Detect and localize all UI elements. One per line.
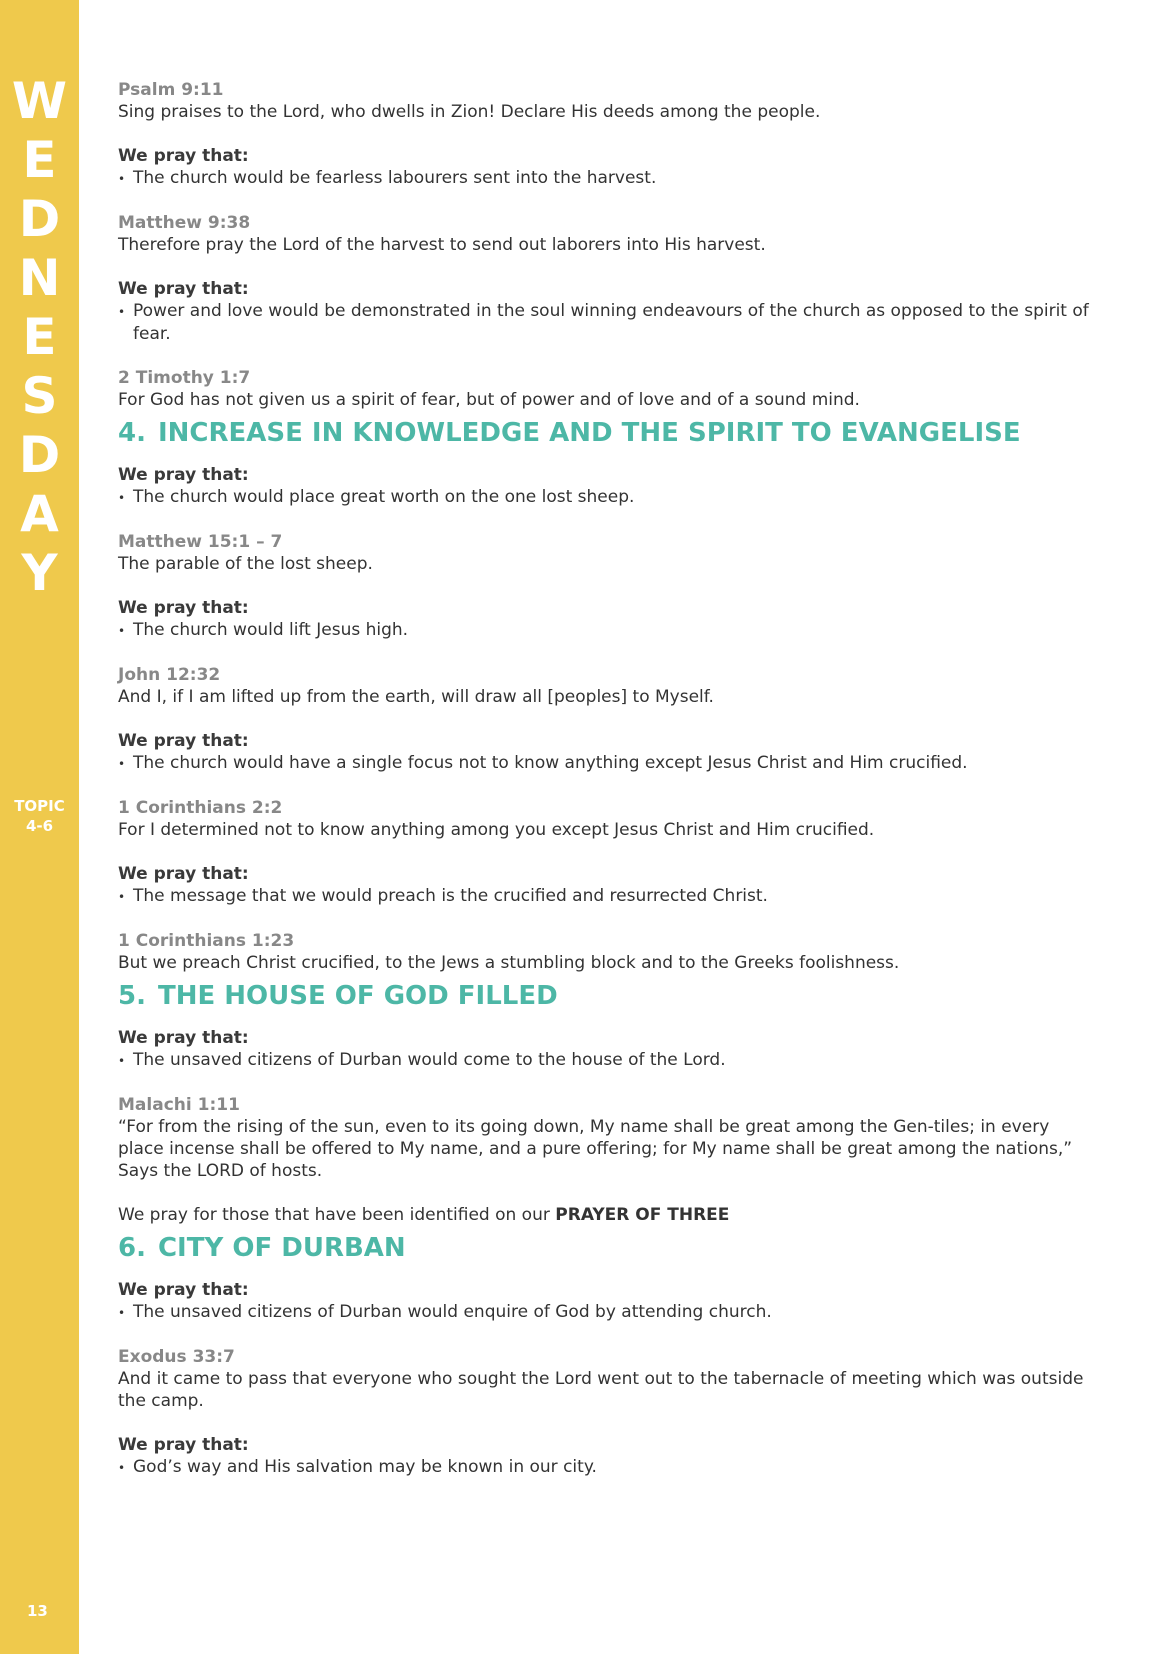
section-number: 4. — [118, 418, 146, 448]
section-number: 6. — [118, 1233, 146, 1263]
scripture-text: But we preach Christ crucified, to the Jews a stumbling block and to the Greeks foolishness. — [118, 953, 900, 973]
day-title — [0, 72, 79, 603]
section-number: 5. — [118, 981, 146, 1011]
scripture-block — [118, 1346, 1098, 1412]
day-letter: E — [22, 131, 57, 189]
scripture-block — [118, 930, 1098, 974]
scripture-reference: Exodus 33:7 — [118, 1347, 235, 1367]
scripture-reference: Malachi 1:11 — [118, 1095, 240, 1115]
prayer-item: • The unsaved citizens of Durban would come to the house of the Lord. — [118, 1049, 1098, 1072]
scripture-text: For God has not given us a spirit of fear, but of power and of love and of a sound mind. — [118, 390, 860, 410]
prayer-block — [118, 464, 1098, 509]
scripture-text: Therefore pray the Lord of the harvest to send out laborers into His harvest. — [118, 235, 766, 255]
scripture-block — [118, 797, 1098, 841]
scripture-reference: Matthew 9:38 — [118, 213, 251, 233]
scripture-text: Sing praises to the Lord, who dwells in Zion! Declare His deeds among the people. — [118, 102, 821, 122]
prayer-item: • God’s way and His salvation may be known in our city. — [118, 1456, 1098, 1479]
prayer-item: • The church would lift Jesus high. — [118, 619, 1098, 642]
section-title: THE HOUSE OF GOD FILLED — [157, 981, 558, 1011]
scripture-reference: Psalm 9:11 — [118, 80, 224, 100]
prayer-label: We pray that: — [118, 146, 249, 166]
scripture-text: And I, if I am lifted up from the earth, will draw all [peoples] to Myself. — [118, 687, 714, 707]
scripture-text: The parable of the lost sheep. — [118, 554, 373, 574]
prayer-label: We pray that: — [118, 465, 249, 485]
prayer-label: We pray that: — [118, 864, 249, 884]
prayer-block — [118, 1279, 1098, 1324]
scripture-block — [118, 664, 1098, 708]
prayer-item: • Power and love would be demonstrated in the soul winning endeavours of the church as opposed to the spirit of fear. — [118, 300, 1098, 345]
day-letter: N — [18, 249, 61, 307]
topic-range: 4-6 — [25, 817, 54, 835]
prayer-of-three-name: PRAYER OF THREE — [555, 1205, 730, 1225]
prayer-item: • The message that we would preach is the crucified and resurrected Christ. — [118, 885, 1098, 908]
sidebar — [0, 0, 79, 1654]
scripture-reference: 1 Corinthians 1:23 — [118, 931, 295, 951]
day-letter: Y — [21, 544, 58, 602]
section-heading-4 — [118, 416, 1098, 450]
scripture-reference: John 12:32 — [118, 665, 221, 685]
day-letter: S — [21, 367, 58, 425]
prayer-item: • The church would have a single focus not to know anything except Jesus Christ and Him crucified. — [118, 752, 1098, 775]
scripture-reference: 1 Corinthians 2:2 — [118, 798, 283, 818]
prayer-block — [118, 597, 1098, 642]
day-letter: E — [22, 308, 57, 366]
prayer-label: We pray that: — [118, 279, 249, 299]
prayer-label: We pray that: — [118, 598, 249, 618]
scripture-block — [118, 1094, 1098, 1182]
section-heading-5 — [118, 979, 1098, 1013]
prayer-block — [118, 1027, 1098, 1072]
prayer-item: • The church would place great worth on the one lost sheep. — [118, 486, 1098, 509]
scripture-block — [118, 212, 1098, 256]
prayer-of-three — [118, 1204, 1098, 1226]
page-number: 13 — [27, 1602, 48, 1620]
scripture-text: And it came to pass that everyone who sought the Lord went out to the tabernacle of meeting which was outside the camp. — [118, 1369, 1084, 1411]
content — [118, 79, 1098, 1501]
prayer-label: We pray that: — [118, 1028, 249, 1048]
prayer-block — [118, 278, 1098, 345]
section-title: CITY OF DURBAN — [157, 1233, 406, 1263]
section-title: INCREASE IN KNOWLEDGE AND THE SPIRIT TO EVANGELISE — [157, 418, 1021, 448]
scripture-reference: 2 Timothy 1:7 — [118, 368, 251, 388]
scripture-block — [118, 531, 1098, 575]
prayer-item: • The unsaved citizens of Durban would enquire of God by attending church. — [118, 1301, 1098, 1324]
day-letter: D — [18, 426, 61, 484]
prayer-label: We pray that: — [118, 1280, 249, 1300]
day-letter: W — [11, 72, 68, 130]
prayer-label: We pray that: — [118, 1435, 249, 1455]
prayer-block — [118, 1434, 1098, 1479]
prayer-block — [118, 730, 1098, 775]
scripture-reference: Matthew 15:1 – 7 — [118, 532, 283, 552]
scripture-text: “For from the rising of the sun, even to its going down, My name shall be great among the Gen-tiles; in every place incense shall be offered to My name, and a pure offering; for My name shall be great among the nations,” Says the LORD of hosts. — [118, 1117, 1073, 1181]
section-heading-6 — [118, 1231, 1098, 1265]
prayer-of-three-text: We pray for those that have been identified on our — [118, 1205, 556, 1225]
prayer-block — [118, 145, 1098, 190]
prayer-label: We pray that: — [118, 731, 249, 751]
day-letter: A — [20, 485, 59, 543]
topic-indicator — [0, 796, 79, 836]
day-letter: D — [18, 190, 61, 248]
prayer-item: • The church would be fearless labourers sent into the harvest. — [118, 167, 1098, 190]
topic-label: TOPIC — [14, 797, 65, 815]
prayer-block — [118, 863, 1098, 908]
scripture-block — [118, 79, 1098, 123]
scripture-text: For I determined not to know anything among you except Jesus Christ and Him crucified. — [118, 820, 875, 840]
scripture-block — [118, 367, 1098, 411]
